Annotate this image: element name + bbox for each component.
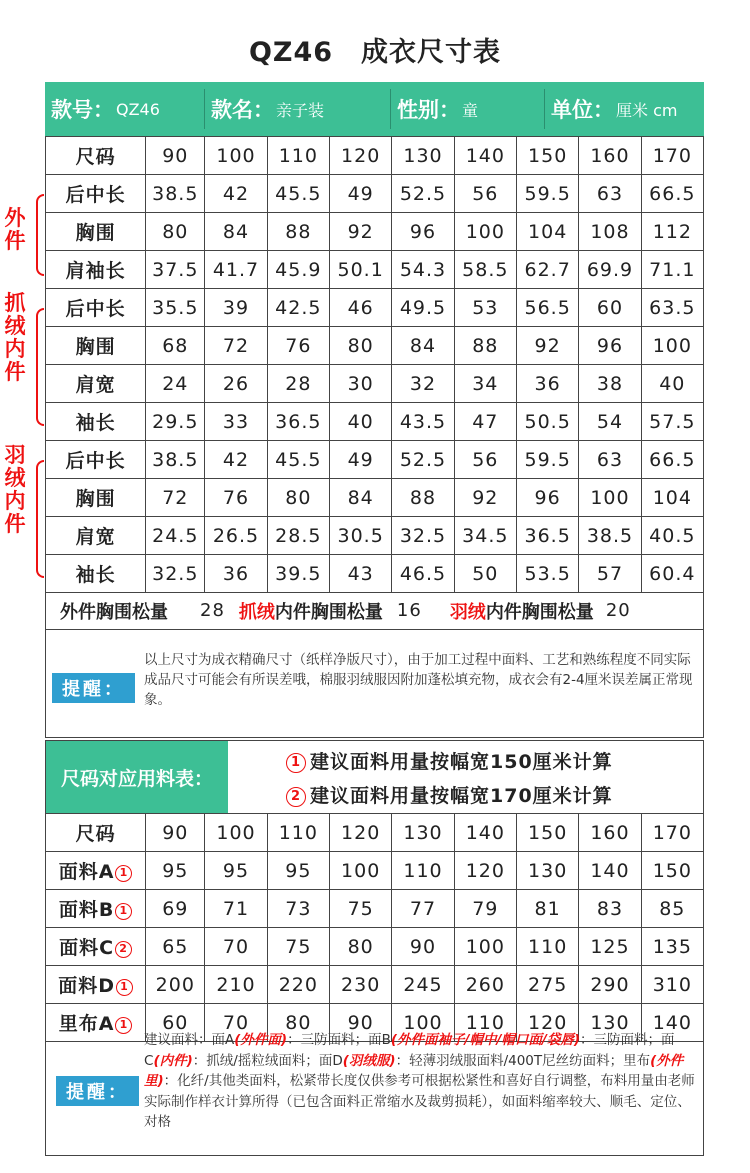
fabric-value: 95: [146, 852, 205, 890]
measurement-label: 后中长: [46, 441, 146, 479]
size-cell: 150: [516, 137, 578, 175]
measurement-value: 112: [641, 213, 703, 251]
size-cell: 140: [454, 137, 516, 175]
reminder-box-2: [45, 1028, 704, 1156]
measurement-value: 66.5: [641, 175, 703, 213]
fabric-note-5-red: (外件里): [144, 1052, 684, 1089]
fabric-value: 65: [146, 928, 205, 966]
measurement-label: 肩宽: [46, 365, 146, 403]
measurement-value: 92: [516, 327, 578, 365]
size-cell: 170: [641, 137, 703, 175]
measurement-value: 47: [454, 403, 516, 441]
measurement-value: 100: [641, 327, 703, 365]
size-table: [45, 136, 704, 593]
measurement-label: 胸围: [46, 327, 146, 365]
fabric-note-1: 建议面料：面A: [144, 1032, 235, 1048]
fabric-value: 69: [146, 890, 205, 928]
fabric-note-4: ：抓绒/摇粒绒面料；面D: [192, 1052, 343, 1069]
measurement-label: 后中长: [46, 289, 146, 327]
table-row: [46, 213, 704, 251]
fabric-value: 310: [641, 966, 703, 1004]
fleece-ease-value: 16: [396, 600, 422, 621]
measurement-value: 54: [579, 403, 641, 441]
measurement-value: 42: [205, 175, 267, 213]
measurement-value: 63: [579, 175, 641, 213]
table-row: [46, 289, 704, 327]
fabric-value: 75: [267, 928, 329, 966]
fabric-size-cell: 100: [205, 814, 267, 852]
measurement-value: 76: [267, 327, 329, 365]
style-number-value: QZ46: [116, 99, 160, 119]
fleece-ease-red: 抓绒: [238, 601, 275, 623]
measurement-value: 32: [392, 365, 454, 403]
measurement-value: 92: [330, 213, 392, 251]
measurement-value: 33: [205, 403, 267, 441]
gender-cell: [391, 89, 545, 129]
measurement-value: 71.1: [641, 251, 703, 289]
fabric-value: 275: [516, 966, 578, 1004]
table-row: [46, 365, 704, 403]
fabric-value: 120: [516, 1004, 578, 1042]
measurement-value: 80: [330, 327, 392, 365]
spec-header: [45, 82, 704, 136]
measurement-value: 56: [454, 175, 516, 213]
unit-value: 厘米 cm: [616, 100, 678, 120]
measurement-value: 56.5: [516, 289, 578, 327]
measurement-value: 30: [330, 365, 392, 403]
fabric-note-4-red: (羽绒服): [342, 1052, 396, 1069]
measurement-value: 40: [330, 403, 392, 441]
measurement-value: 24.5: [146, 517, 205, 555]
fabric-value: 79: [454, 890, 516, 928]
table-row: [46, 479, 704, 517]
fabric-value: 135: [641, 928, 703, 966]
measurement-value: 26.5: [205, 517, 267, 555]
advice-170-text: 建议面料用量按幅宽170厘米计算: [310, 785, 613, 807]
measurement-value: 72: [205, 327, 267, 365]
fabric-note-1-red: (外件面): [234, 1032, 288, 1048]
fabric-size-cell: 160: [579, 814, 641, 852]
measurement-value: 68: [146, 327, 205, 365]
measurement-value: 57: [579, 555, 641, 593]
fabric-row-label: [46, 928, 146, 966]
fabric-value: 290: [579, 966, 641, 1004]
fabric-usage-label: 尺码对应用料表：: [46, 741, 228, 813]
fabric-value: 140: [641, 1004, 703, 1042]
fabric-note-3: ：三防面料；面C: [144, 1032, 675, 1069]
measurement-value: 50.5: [516, 403, 578, 441]
fabric-note-5: ：轻薄羽绒服面料/400T尼丝纺面料；里布: [395, 1052, 651, 1069]
brace-down: [36, 460, 44, 578]
table-row: [46, 966, 704, 1004]
outer-ease-label: 外件胸围松量: [60, 601, 168, 623]
fabric-value: 200: [146, 966, 205, 1004]
fabric-name: 面料D: [58, 975, 115, 997]
measurement-value: 29.5: [146, 403, 205, 441]
fabric-value: 100: [392, 1004, 454, 1042]
fabric-value: 70: [205, 928, 267, 966]
fabric-value: 120: [454, 852, 516, 890]
fabric-value: 230: [330, 966, 392, 1004]
measurement-value: 108: [579, 213, 641, 251]
measurement-value: 30.5: [330, 517, 392, 555]
fabric-value: 73: [267, 890, 329, 928]
table-row: [46, 852, 704, 890]
chest-ease-row: [45, 592, 704, 630]
measurement-value: 38.5: [146, 441, 205, 479]
fabric-value: 100: [454, 928, 516, 966]
fabric-note-2-red: (外件面袖子/帽中/帽口面/袋唇): [390, 1032, 580, 1048]
measurement-value: 36: [516, 365, 578, 403]
reminder-text-1: 以上尺寸为成衣精确尺寸（纸样净版尺寸），由于加工过程中面料、工艺和熟练程度不同实际成品尺寸可能会有所误差哦，棉服羽绒服因附加蓬松填充物，成衣会有2-4厘米误差属正常现象。: [144, 652, 693, 708]
measurement-value: 96: [516, 479, 578, 517]
advice-170: [286, 781, 613, 808]
fabric-value: 130: [516, 852, 578, 890]
gender-value: 童: [462, 100, 479, 120]
measurement-label: 肩宽: [46, 517, 146, 555]
measurement-value: 24: [146, 365, 205, 403]
circle-mark: 2: [115, 941, 132, 958]
fabric-name: 面料A: [58, 861, 115, 883]
fabric-value: 95: [205, 852, 267, 890]
fabric-value: 210: [205, 966, 267, 1004]
fabric-value: 83: [579, 890, 641, 928]
fabric-size-label: 尺码: [46, 814, 146, 852]
measurement-value: 49: [330, 175, 392, 213]
table-row: [46, 555, 704, 593]
measurement-label: 肩袖长: [46, 251, 146, 289]
measurement-value: 60.4: [641, 555, 703, 593]
style-number-cell: [45, 89, 205, 129]
fabric-value: 81: [516, 890, 578, 928]
fabric-usage-header: [45, 740, 704, 814]
table-row: [46, 517, 704, 555]
fabric-value: 110: [392, 852, 454, 890]
measurement-value: 96: [579, 327, 641, 365]
measurement-value: 80: [146, 213, 205, 251]
measurement-value: 84: [330, 479, 392, 517]
measurement-value: 80: [267, 479, 329, 517]
circle-mark: 1: [115, 1017, 132, 1034]
fabric-value: 245: [392, 966, 454, 1004]
measurement-value: 84: [392, 327, 454, 365]
measurement-value: 88: [267, 213, 329, 251]
size-cell: 110: [267, 137, 329, 175]
fabric-value: 71: [205, 890, 267, 928]
down-ease-red: 羽绒: [449, 601, 486, 623]
measurement-value: 88: [454, 327, 516, 365]
table-row: [46, 890, 704, 928]
fabric-table: [45, 813, 704, 1042]
gender-label: 性别：: [397, 98, 460, 122]
measurement-value: 38.5: [579, 517, 641, 555]
page-title: QZ46 成衣尺寸表: [248, 37, 502, 68]
measurement-value: 49.5: [392, 289, 454, 327]
measurement-value: 28: [267, 365, 329, 403]
measurement-value: 28.5: [267, 517, 329, 555]
brace-fleece: [36, 308, 44, 426]
fabric-value: 150: [641, 852, 703, 890]
fabric-name: 里布A: [58, 1013, 115, 1035]
measurement-value: 104: [516, 213, 578, 251]
measurement-value: 39.5: [267, 555, 329, 593]
fabric-value: 130: [579, 1004, 641, 1042]
measurement-value: 52.5: [392, 441, 454, 479]
fabric-size-cell: 130: [392, 814, 454, 852]
measurement-value: 40: [641, 365, 703, 403]
size-cell: 160: [579, 137, 641, 175]
circle-mark-1: 1: [286, 753, 306, 773]
table-row: [46, 327, 704, 365]
measurement-value: 60: [579, 289, 641, 327]
fabric-value: 80: [267, 1004, 329, 1042]
measurement-value: 41.7: [205, 251, 267, 289]
fabric-size-cell: 110: [267, 814, 329, 852]
reminder-box-1: [45, 630, 704, 738]
measurement-value: 36.5: [516, 517, 578, 555]
fabric-value: 125: [579, 928, 641, 966]
fabric-note-2: ：三防面料；面B: [287, 1032, 391, 1048]
measurement-value: 34: [454, 365, 516, 403]
measurement-label: 胸围: [46, 479, 146, 517]
reminder-tag-2: 提醒：: [56, 1076, 139, 1106]
measurement-value: 96: [392, 213, 454, 251]
size-cell: 90: [146, 137, 205, 175]
fabric-size-cell: 140: [454, 814, 516, 852]
fabric-value: 220: [267, 966, 329, 1004]
fabric-value: 60: [146, 1004, 205, 1042]
fabric-note-3-red: (内件): [153, 1052, 193, 1069]
measurement-value: 59.5: [516, 441, 578, 479]
measurement-value: 42.5: [267, 289, 329, 327]
fabric-name: 面料B: [58, 899, 115, 921]
fabric-row-label: [46, 966, 146, 1004]
measurement-value: 26: [205, 365, 267, 403]
style-name-label: 款名：: [211, 98, 274, 122]
measurement-value: 40.5: [641, 517, 703, 555]
measurement-label: 胸围: [46, 213, 146, 251]
fabric-size-cell: 90: [146, 814, 205, 852]
measurement-value: 88: [392, 479, 454, 517]
measurement-value: 36: [205, 555, 267, 593]
measurement-value: 43: [330, 555, 392, 593]
unit-label: 单位：: [551, 98, 614, 122]
measurement-label: 袖长: [46, 403, 146, 441]
reminder-tag-1: 提醒：: [52, 673, 135, 703]
measurement-value: 50: [454, 555, 516, 593]
advice-150-text: 建议面料用量按幅宽150厘米计算: [310, 751, 613, 773]
fabric-value: 95: [267, 852, 329, 890]
fabric-value: 100: [330, 852, 392, 890]
circle-mark: 1: [115, 903, 132, 920]
fabric-value: 140: [579, 852, 641, 890]
measurement-value: 92: [454, 479, 516, 517]
fabric-size-cell: 120: [330, 814, 392, 852]
reminder-text-2: [144, 1030, 696, 1133]
fabric-size-cell: 150: [516, 814, 578, 852]
style-name-value: 亲子装: [276, 100, 325, 120]
measurement-value: 100: [454, 213, 516, 251]
measurement-value: 104: [641, 479, 703, 517]
measurement-value: 49: [330, 441, 392, 479]
measurement-value: 34.5: [454, 517, 516, 555]
down-ease-label: 内件胸围松量: [485, 601, 594, 623]
circle-mark-2: 2: [286, 787, 306, 807]
measurement-value: 37.5: [146, 251, 205, 289]
fleece-ease-label: 内件胸围松量: [274, 601, 383, 623]
outer-ease-value: 28: [200, 600, 225, 621]
measurement-value: 36.5: [267, 403, 329, 441]
fabric-size-header-row: [46, 814, 704, 852]
measurement-value: 39: [205, 289, 267, 327]
size-cell: 100: [205, 137, 267, 175]
measurement-value: 62.7: [516, 251, 578, 289]
down-ease-value: 20: [605, 600, 631, 621]
measurement-value: 53: [454, 289, 516, 327]
measurement-value: 46: [330, 289, 392, 327]
table-row: [46, 175, 704, 213]
measurement-value: 59.5: [516, 175, 578, 213]
measurement-value: 32.5: [146, 555, 205, 593]
measurement-value: 72: [146, 479, 205, 517]
table-row: [46, 403, 704, 441]
table-row: [46, 251, 704, 289]
measurement-label: 袖长: [46, 555, 146, 593]
size-header-row: [46, 137, 704, 175]
measurement-value: 45.9: [267, 251, 329, 289]
measurement-value: 63.5: [641, 289, 703, 327]
measurement-value: 69.9: [579, 251, 641, 289]
measurement-value: 32.5: [392, 517, 454, 555]
size-cell: 120: [330, 137, 392, 175]
measurement-value: 76: [205, 479, 267, 517]
fabric-row-label: [46, 852, 146, 890]
fabric-row-label: [46, 890, 146, 928]
measurement-label: 后中长: [46, 175, 146, 213]
fabric-value: 77: [392, 890, 454, 928]
fabric-value: 260: [454, 966, 516, 1004]
measurement-value: 52.5: [392, 175, 454, 213]
fabric-name: 面料C: [59, 937, 115, 959]
measurement-value: 56: [454, 441, 516, 479]
measurement-value: 57.5: [641, 403, 703, 441]
brace-outer: [36, 194, 44, 276]
group-label-down: 羽绒内件: [4, 443, 26, 536]
measurement-value: 46.5: [392, 555, 454, 593]
measurement-value: 58.5: [454, 251, 516, 289]
style-name-cell: [205, 89, 391, 129]
measurement-value: 100: [579, 479, 641, 517]
fabric-value: 75: [330, 890, 392, 928]
measurement-value: 84: [205, 213, 267, 251]
measurement-value: 43.5: [392, 403, 454, 441]
group-label-fleece: 抓绒内件: [4, 291, 26, 384]
fabric-value: 85: [641, 890, 703, 928]
measurement-value: 54.3: [392, 251, 454, 289]
fabric-value: 80: [330, 928, 392, 966]
fabric-note-6: ：化纤/其他类面料，松紧带长度仅供参考可根据松紧性和喜好自行调整，布料用量由老师实际制作样衣计算所得（已包含面料正常缩水及裁剪损耗），如面料缩率较大、顺毛、定位、对格: [144, 1073, 695, 1130]
circle-mark: 1: [115, 865, 132, 882]
measurement-value: 53.5: [516, 555, 578, 593]
advice-150: [286, 747, 613, 774]
size-cell: 130: [392, 137, 454, 175]
measurement-value: 50.1: [330, 251, 392, 289]
measurement-value: 45.5: [267, 441, 329, 479]
measurement-value: 38: [579, 365, 641, 403]
measurement-value: 63: [579, 441, 641, 479]
circle-mark: 1: [116, 979, 133, 996]
fabric-value: 110: [454, 1004, 516, 1042]
size-label-cell: 尺码: [46, 137, 146, 175]
measurement-value: 66.5: [641, 441, 703, 479]
fabric-value: 110: [516, 928, 578, 966]
measurement-value: 45.5: [267, 175, 329, 213]
fabric-value: 70: [205, 1004, 267, 1042]
measurement-value: 42: [205, 441, 267, 479]
style-number-label: 款号：: [51, 98, 114, 122]
fabric-value: 90: [330, 1004, 392, 1042]
table-row: [46, 441, 704, 479]
measurement-value: 35.5: [146, 289, 205, 327]
unit-cell: [545, 89, 704, 129]
fabric-size-cell: 170: [641, 814, 703, 852]
fabric-value: 90: [392, 928, 454, 966]
group-label-outer: 外件: [4, 206, 26, 253]
table-row: [46, 928, 704, 966]
measurement-value: 38.5: [146, 175, 205, 213]
